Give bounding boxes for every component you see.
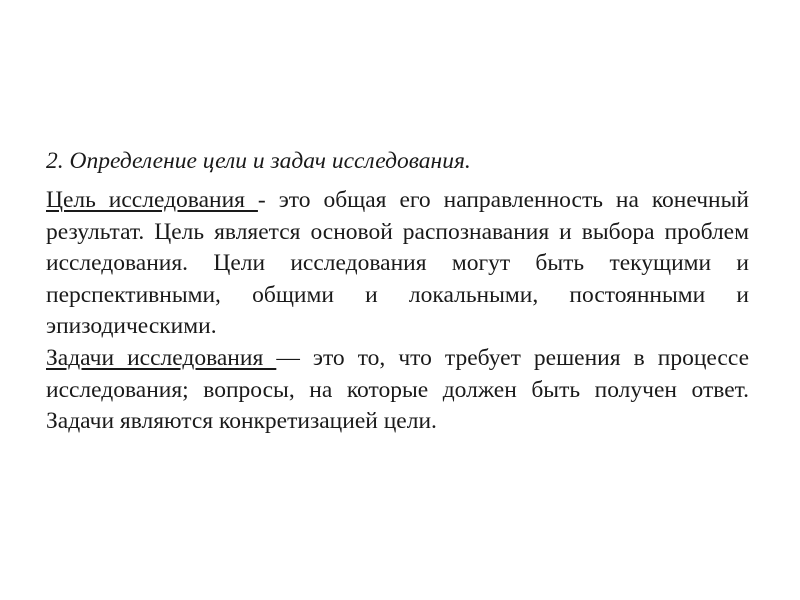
section-heading: 2. Определение цели и задач исследования. <box>46 148 471 174</box>
term-goal: Цель исследования <box>46 187 258 213</box>
body-paragraph <box>46 185 749 438</box>
slide-content <box>46 146 749 438</box>
term-tasks: Задачи исследования <box>46 344 277 371</box>
goal-definition: - это общая его направленность на конечный результат. Цель является основой распознавания и выбора проблем исследования. Цели исследования могут быть текущими и перспективными, общими и локальными, постоянными и эпизодическими. <box>46 187 749 340</box>
tasks-definition: — это то, что требует решения в процессе исследования; вопросы, на которые должен быть получен ответ. Задачи являются конкретизацией цели. <box>46 344 749 435</box>
